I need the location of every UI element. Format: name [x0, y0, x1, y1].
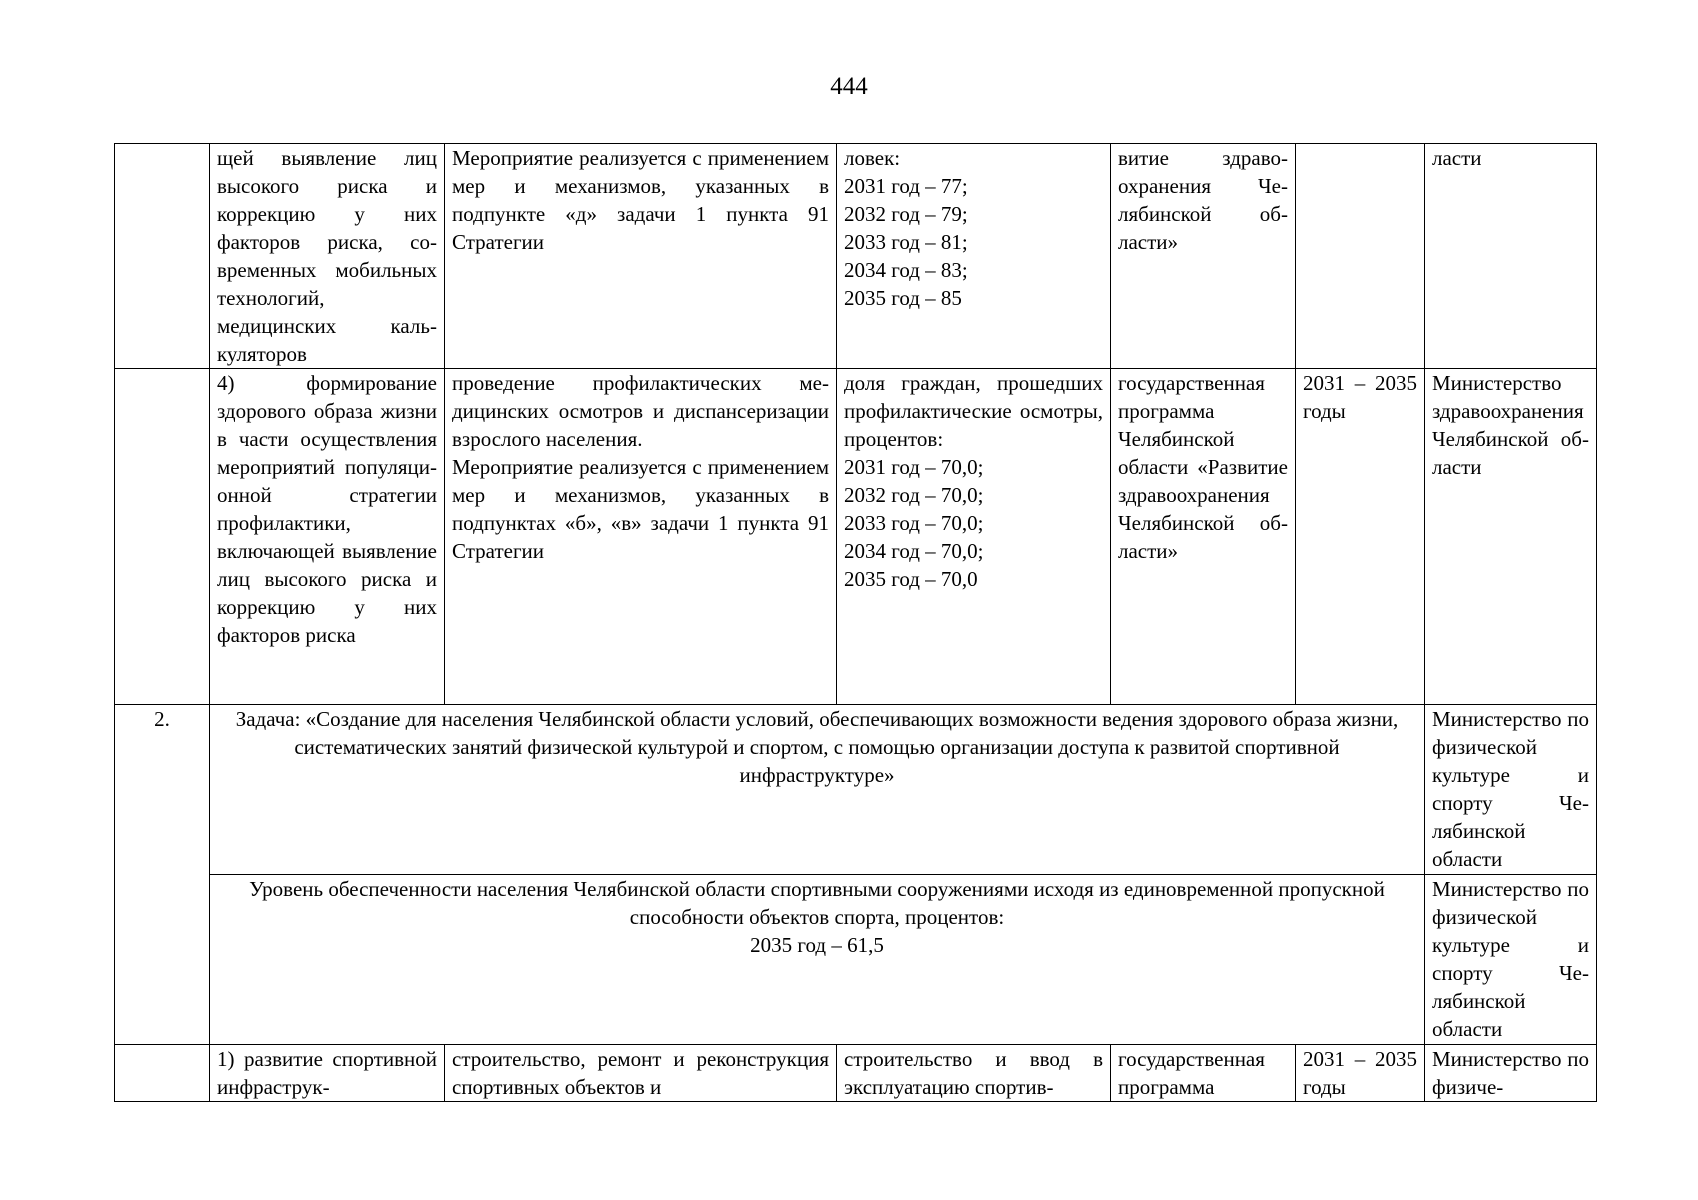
task-number-cell: 2. [115, 705, 210, 1045]
responsible-cell: Министерство здравоохранения Челябинской области [1425, 369, 1597, 705]
program-cell: государственная программа Челябинской области «Развитие здравоохранения Челябинской области» [1111, 369, 1296, 705]
task-cell: 1) развитие спортивной инфраструк- [210, 1045, 445, 1102]
page-number: 444 [830, 73, 868, 100]
table-row [115, 369, 1597, 705]
measure-cell: строительство, ремонт и реконструкция спортивных объектов и [445, 1045, 837, 1102]
program-cell: государственная программа [1111, 1045, 1296, 1102]
responsible-cell: Министерство по физиче- [1425, 1045, 1597, 1102]
program-cell: витие здравоохранения Челябинской области» [1111, 144, 1296, 369]
table-row [115, 1045, 1597, 1102]
indicator-cell: ловек: 2031 год – 77; 2032 год – 79; 2033 год – 81; 2034 год – 83; 2035 год – 85 [837, 144, 1111, 369]
period-cell: 2031 – 2035 годы [1296, 369, 1425, 705]
indicator-title-cell: Уровень обеспеченности населения Челябинской области спортивными сооружениями исходя из единовременной пропускной способности объектов спорта, процентов: 2035 год – 61,5 [210, 875, 1425, 1045]
task-cell: 4) формирование здорового образа жизни в части осуществления мероприятий популяционной стратегии профилактики, включающей выявление лиц высокого риска и коррекцию у них факторов риска [210, 369, 445, 705]
period-cell: 2031 – 2035 годы [1296, 1045, 1425, 1102]
row-number-cell [115, 369, 210, 705]
row-number-cell [115, 1045, 210, 1102]
task-cell: щей выявление лиц высокого риска и коррекцию у них факторов риска, современных мобильных технологий, медицинских калькуляторов [210, 144, 445, 369]
indicator-cell: строительство и ввод в эксплуатацию спортив- [837, 1045, 1111, 1102]
indicator-row [115, 875, 1597, 1045]
task-row [115, 705, 1597, 875]
responsible-cell: Министерство по физической культуре и спорту Челябинской области [1425, 875, 1597, 1045]
period-cell [1296, 144, 1425, 369]
row-number-cell [115, 144, 210, 369]
responsible-cell: Министерство по физической культуре и спорту Челябинской области [1425, 705, 1597, 875]
indicator-cell: доля граждан, прошедших профилактические осмотры, процентов: 2031 год – 70,0; 2032 год – 70,0; 2033 год – 70,0; 2034 год – 70,0; 2035 год – 70,0 [837, 369, 1111, 705]
table-row [115, 144, 1597, 369]
responsible-cell: ласти [1425, 144, 1597, 369]
measure-cell: проведение профилактических медицинских осмотров и диспансеризации взрослого населения. Мероприятие реализуется с применением мер и механизмов, указанных в подпунктах «б», «в» задачи 1 пункта 91 Стратегии [445, 369, 837, 705]
task-title-cell: Задача: «Создание для населения Челябинской области условий, обеспечивающих возможности ведения здорового образа жизни, систематических занятий физической культурой и спортом, с помощью организации доступа к развитой спортивной инфраструктуре» [210, 705, 1425, 875]
measure-cell: Мероприятие реализуется с применением мер и механизмов, указанных в подпункте «д» задачи 1 пункта 91 Стратегии [445, 144, 837, 369]
strategy-table [114, 143, 1597, 1102]
